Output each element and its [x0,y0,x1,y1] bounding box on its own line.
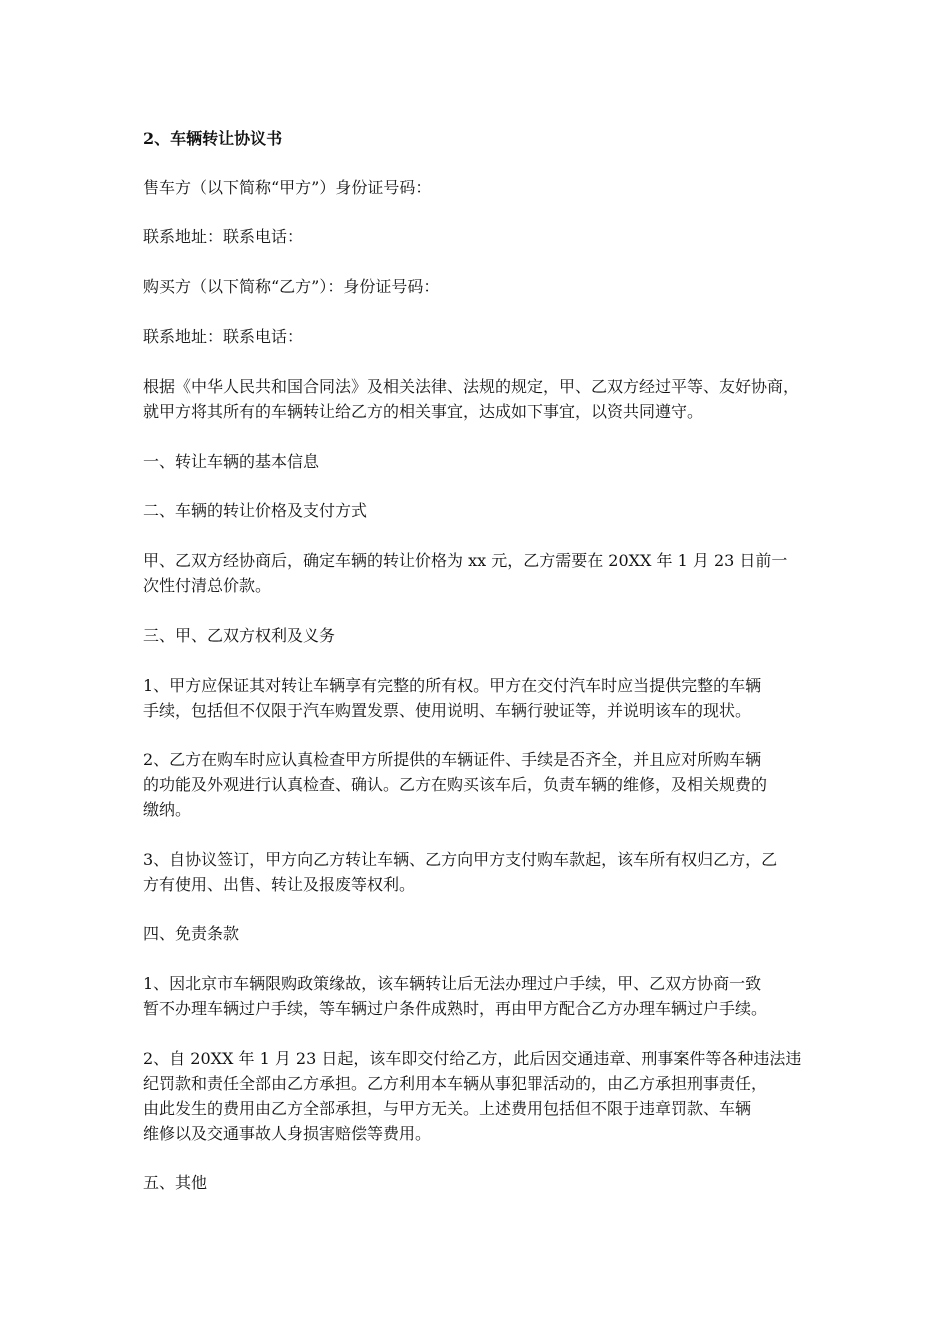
section-heading-3: 三、甲、乙双方权利及义务 [143,626,336,645]
exempt2-line-2: 纪罚款和责任全部由乙方承担。乙方利用本车辆从事犯罪活动的，由乙方承担刑事责任， [143,1074,768,1093]
seller-contact-line: 联系地址：联系电话： [143,227,304,246]
section-heading-1: 一、转让车辆的基本信息 [143,452,320,471]
exempt2-line-1: 2、自 20XX 年 1 月 23 日起，该车即交付给乙方，此后因交通违章、刑事案件等各种违法违 [143,1049,802,1068]
intro-line-1: 根据《中华人民共和国合同法》及相关法律、法规的规定，甲、乙双方经过平等、友好协商， [143,377,800,396]
intro-line-2: 就甲方将其所有的车辆转让给乙方的相关事宜，达成如下事宜，以资共同遵守。 [143,402,704,421]
buyer-line: 购买方（以下简称“乙方”）：身份证号码： [143,277,440,296]
seller-line: 售车方（以下简称“甲方”）身份证号码： [143,178,432,197]
price-line-2: 次性付清总价款。 [143,576,272,595]
exempt2-line-4: 维修以及交通事故人身损害赔偿等费用。 [143,1124,432,1143]
right1-line-2: 手续，包括但不仅限于汽车购置发票、使用说明、车辆行驶证等，并说明该车的现状。 [143,701,752,720]
price-line-1: 甲、乙双方经协商后，确定车辆的转让价格为 xx 元，乙方需要在 20XX 年 1 月 23 日前一 [143,551,788,570]
exempt1-line-1: 1、因北京市车辆限购政策缘故，该车辆转让后无法办理过户手续，甲、乙双方协商一致 [143,974,762,993]
section-heading-4: 四、免责条款 [143,924,240,943]
right2-line-3: 缴纳。 [143,800,192,819]
right3-line-1: 3、自协议签订，甲方向乙方转让车辆、乙方向甲方支付购车款起，该车所有权归乙方，乙 [143,850,778,869]
section-heading-5: 五、其他 [143,1173,208,1192]
buyer-contact-line: 联系地址：联系电话： [143,327,304,346]
right3-line-2: 方有使用、出售、转让及报废等权利。 [143,875,416,894]
right1-line-1: 1、甲方应保证其对转让车辆享有完整的所有权。甲方在交付汽车时应当提供完整的车辆 [143,676,762,695]
right2-line-1: 2、乙方在购车时应认真检查甲方所提供的车辆证件、手续是否齐全，并且应对所购车辆 [143,750,762,769]
exempt2-line-3: 由此发生的费用由乙方全部承担，与甲方无关。上述费用包括但不限于违章罚款、车辆 [143,1099,752,1118]
exempt1-line-2: 暂不办理车辆过户手续，等车辆过户条件成熟时，再由甲方配合乙方办理车辆过户手续。 [143,999,768,1018]
document-title: 2、车辆转让协议书 [143,129,283,148]
section-heading-2: 二、车辆的转让价格及支付方式 [143,501,368,520]
right2-line-2: 的功能及外观进行认真检查、确认。乙方在购买该车后，负责车辆的维修，及相关规费的 [143,775,768,794]
